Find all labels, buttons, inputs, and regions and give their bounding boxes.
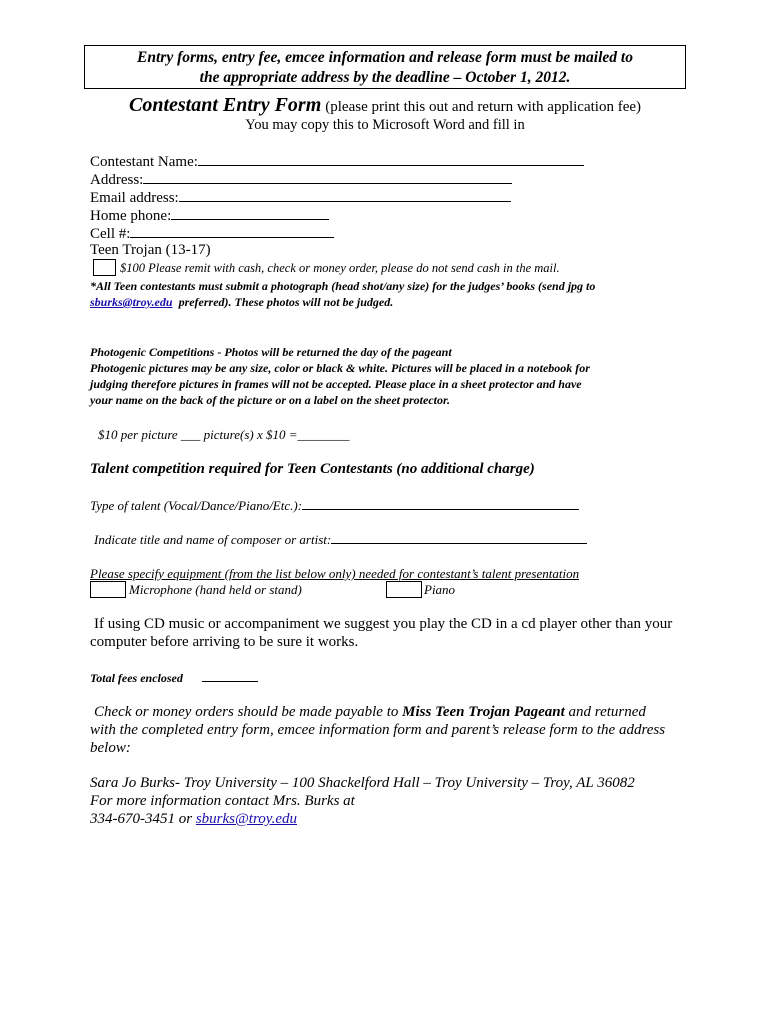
total-fees-label: Total fees enclosed [90,671,183,685]
name-field[interactable] [90,152,584,171]
microphone-checkbox[interactable] [90,581,126,598]
home-phone-line[interactable] [171,206,329,220]
contact-email-link[interactable]: sburks@troy.edu [195,811,297,827]
total-fees-line[interactable] [202,671,258,682]
category-label: Teen Trojan (13-17) [90,242,211,258]
address-line[interactable] [143,170,512,184]
photo-note-rest: preferred). These photos will not be judged. [178,295,394,309]
name-line[interactable] [198,152,584,166]
address-label: Address: [90,172,144,188]
photogenic-line-3: your name on the back of the picture or on a label on the sheet protector. [90,393,451,407]
fee-checkbox[interactable] [93,259,116,276]
cell-field[interactable] [90,224,334,243]
photogenic-heading: Photogenic Competitions - Photos will be returned the day of the pageant [90,345,452,359]
cell-label: Cell #: [90,226,131,242]
talent-type-line[interactable] [302,498,579,510]
form-title-sub: (please print this out and return with application fee) [325,99,641,115]
deadline-notice [84,45,686,89]
equipment-text: Please specify equipment (from the list below only) needed for contestant’s talent presentation [90,566,580,581]
contact-phone-line [90,811,297,828]
microphone-label: Microphone (hand held or stand) [129,582,302,597]
address-field[interactable] [90,170,512,189]
photo-note-line-2 [90,294,393,311]
email-label: Email address: [90,190,179,206]
photogenic-price[interactable]: $10 per picture ___ picture(s) x $10 =________ [98,427,350,442]
form-title-main: Contestant Entry Form [128,94,322,116]
talent-type-label: Type of talent (Vocal/Dance/Piano/Etc.): [90,498,303,513]
payment-line-3: below: [90,740,131,756]
payment-rest: and returned [568,704,646,720]
payment-line-2: with the completed entry form, emcee information form and parent’s release form to the address [90,722,666,738]
email-line[interactable] [179,188,511,202]
payment-intro: Check or money orders should be made payable to [94,704,399,720]
talent-title-field[interactable] [94,532,587,548]
photogenic-line-1: Photogenic pictures may be any size, color or black & white. Pictures will be placed in a notebook for [90,361,590,375]
total-fees-field[interactable] [90,670,258,687]
email-field[interactable] [90,188,511,207]
name-label: Contestant Name: [90,154,198,170]
photo-note-email-link[interactable]: sburks@troy.edu [90,295,173,309]
form-title [0,94,770,117]
cd-note-line-2: computer before arriving to be sure it works. [90,634,359,650]
talent-title-line[interactable] [331,532,587,544]
payment-line-1 [94,704,646,721]
home-phone-label: Home phone: [90,208,172,224]
notice-line-2: the appropriate address by the deadline – October 1, 2012. [199,69,571,86]
cell-line[interactable] [130,224,334,238]
talent-title-label: Indicate title and name of composer or artist: [94,532,332,547]
piano-label: Piano [424,582,456,597]
contact-phone: 334-670-3451 or [90,811,193,827]
payment-payee: Miss Teen Trojan Pageant [402,704,565,720]
photo-note-line-1: *All Teen contestants must submit a photograph (head shot/any size) for the judges’ books (send jpg to [90,279,596,293]
talent-type-field[interactable] [90,498,579,514]
notice-line-1: Entry forms, entry fee, emcee information and release form must be mailed to [137,49,633,66]
contact-address: Sara Jo Burks- Troy University – 100 Shackelford Hall – Troy University – Troy, AL 36082 [90,775,635,791]
fee-text: $100 Please remit with cash, check or money order, please do not send cash in the mail. [120,261,560,275]
photogenic-line-2: judging therefore pictures in frames will not be accepted. Please place in a sheet protector and have [90,377,582,391]
piano-checkbox[interactable] [386,581,422,598]
contact-more-info: For more information contact Mrs. Burks at [90,793,355,809]
cd-note-line-1: If using CD music or accompaniment we suggest you play the CD in a cd player other than your [94,616,673,632]
copy-note: You may copy this to Microsoft Word and fill in [245,117,525,133]
home-phone-field[interactable] [90,206,329,225]
talent-heading: Talent competition required for Teen Contestants (no additional charge) [90,461,535,477]
